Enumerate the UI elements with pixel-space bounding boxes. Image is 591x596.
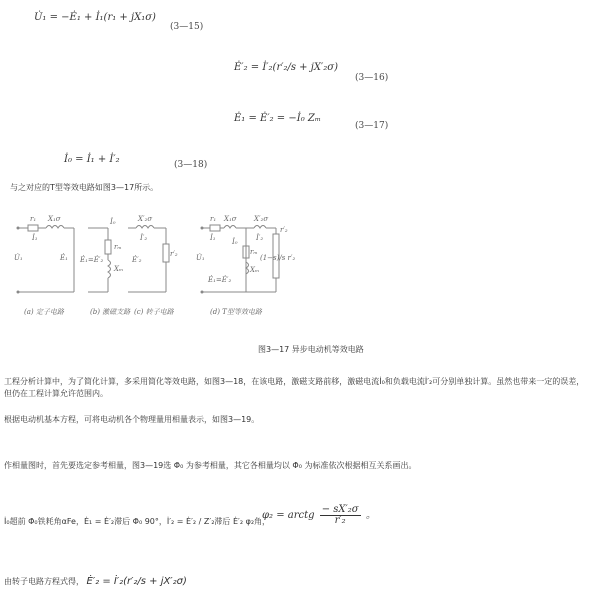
rotor-circuit-diagram bbox=[128, 215, 178, 292]
phasor-relations-text: İ₀超前 Φ̇₀铁耗角αFe，Ė₁ = Ė′₂滞后 Φ̇₀ 90°，İ′₂ = Ė′₂ / Z′₂滞后 Ė′₂ φ₂角， bbox=[4, 517, 271, 526]
circuit-d-label-load: (1−s)/s r′₂ bbox=[260, 254, 296, 262]
circuit-a-label-x1: X₁σ bbox=[48, 215, 61, 223]
circuit-d-label-r2: r′₂ bbox=[280, 226, 288, 234]
paragraph-rotor-equation bbox=[4, 576, 187, 587]
phi2-fraction bbox=[320, 505, 361, 526]
equation-3-16-number: (3—16) bbox=[355, 73, 389, 83]
caption-c: (c) 转子电路 bbox=[134, 308, 174, 316]
circuit-b-label-e: Ė₁=Ė′₂ bbox=[80, 256, 104, 264]
phi2-denominator: r′₂ bbox=[334, 515, 346, 526]
equation-3-18: İ₀ = İ₁ + İ′₂ bbox=[64, 154, 120, 165]
paragraph-simplified-circuit: 工程分析计算中，为了简化计算，多采用简化等效电路，如图3—18，在该电路，激磁支路前移，激磁电流İ₀和负载电流İ′₂可分别单独计算。虽然也带来一定的误差，但仍在工程计算允许范围内。 bbox=[4, 377, 585, 398]
equation-3-15-number: (3—15) bbox=[170, 22, 204, 32]
rotor-equation: Ė′₂ = İ′₂(r′₂/s + jX′₂σ) bbox=[86, 576, 187, 587]
circuit-a-label-r1: r₁ bbox=[30, 215, 37, 223]
circuit-a-label-u1: U̇₁ bbox=[14, 254, 23, 262]
caption-d: (d) T型等效电路 bbox=[210, 308, 262, 316]
equation-3-17-number: (3—17) bbox=[355, 121, 389, 131]
caption-a: (a) 定子电路 bbox=[24, 308, 64, 316]
equation-3-16: Ė′₂ = İ′₂(r′₂/s + jX′₂σ) bbox=[234, 62, 338, 73]
circuit-b-label-rm: rₘ bbox=[114, 243, 122, 251]
paragraph-phasor-relations bbox=[4, 516, 270, 527]
caption-b: (b) 激磁支路 bbox=[90, 308, 131, 316]
circuit-d-label-x1: X₁σ bbox=[224, 215, 237, 223]
equation-3-18-number: (3—18) bbox=[174, 160, 208, 170]
circuit-d-label-r1: r₁ bbox=[210, 215, 217, 223]
stator-circuit-diagram bbox=[14, 215, 74, 294]
paragraph-phasor-reference: 作相量图时，首先要选定参考相量，图3—19选 Φ̇₀ 为参考相量，其它各相量均以 Φ̇₀ 为标准依次根据相互关系画出。 bbox=[4, 461, 417, 470]
circuit-d-label-i1: İ₁ bbox=[210, 234, 216, 242]
circuit-b-label-i0: İ₀ bbox=[110, 218, 116, 226]
phi2-period: 。 bbox=[365, 510, 376, 521]
phi2-formula bbox=[262, 505, 376, 526]
circuit-c-label-i2: İ′₂ bbox=[140, 234, 148, 242]
intro-text: 与之对应的T型等效电路如图3—17所示。 bbox=[10, 183, 159, 192]
t-equivalent-circuit-diagram bbox=[196, 215, 295, 294]
phi2-numerator: − sX′₂σ bbox=[321, 504, 359, 515]
equation-3-15: U̇₁ = −Ė₁ + İ₁(r₁ + jX₁σ) bbox=[34, 12, 156, 23]
circuit-a-label-e1: Ė₁ bbox=[60, 254, 68, 262]
circuit-d-label-i2: İ′₂ bbox=[256, 234, 264, 242]
magnetizing-branch-diagram bbox=[79, 217, 123, 292]
equivalent-circuit-figure bbox=[10, 204, 310, 320]
phi2-formula-lhs: φ₂ = arctg bbox=[262, 510, 315, 521]
circuit-c-label-r2: r′₂ bbox=[170, 250, 178, 258]
circuit-d-label-i0: İ₀ bbox=[232, 238, 238, 246]
circuit-d-label-rm: rₘ bbox=[250, 248, 258, 256]
circuit-d-label-x2: X′₂σ bbox=[254, 215, 269, 223]
circuit-d-label-e: Ė₁=Ė′₂ bbox=[208, 276, 232, 284]
equation-3-17: Ė₁ = Ė′₂ = −İ₀ Zₘ bbox=[234, 113, 321, 124]
circuit-c-label-x2: X′₂σ bbox=[138, 215, 153, 223]
paragraph-basic-equations: 根据电动机基本方程，可将电动机各个物理量用相量表示，如图3—19。 bbox=[4, 415, 260, 424]
rotor-equation-intro: 由转子电路方程式得， bbox=[4, 577, 84, 586]
figure-caption: 图3—17 异步电动机等效电路 bbox=[258, 345, 364, 354]
circuit-b-label-xm: Xₘ bbox=[114, 265, 124, 273]
circuit-d-label-xm: Xₘ bbox=[250, 266, 260, 274]
circuit-d-label-u1: U̇₁ bbox=[196, 254, 205, 262]
circuit-a-label-i1: İ₁ bbox=[32, 234, 38, 242]
circuit-c-label-e2: Ė′₂ bbox=[132, 256, 142, 264]
